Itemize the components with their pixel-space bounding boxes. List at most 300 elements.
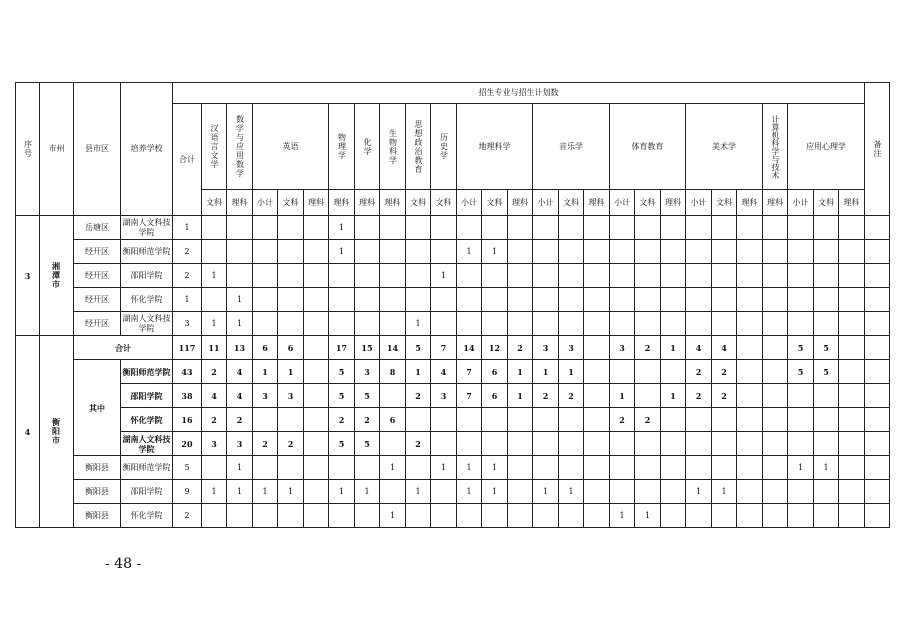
- qizhong-cell: 其中: [74, 360, 121, 456]
- enrollment-plan-table: [15, 82, 898, 528]
- plan-cell: [814, 408, 839, 432]
- plan-cell: [635, 312, 661, 336]
- plan-cell: [814, 384, 839, 408]
- sub-wuli: 理科: [329, 190, 355, 216]
- plan-cell: 2: [173, 504, 202, 528]
- plan-cell: [253, 288, 278, 312]
- plan-cell: [737, 384, 763, 408]
- plan-cell: [661, 480, 686, 504]
- plan-cell: [508, 504, 533, 528]
- plan-cell: 2: [329, 408, 355, 432]
- plan-cell: 20: [173, 432, 202, 456]
- plan-cell: [559, 408, 584, 432]
- sub-tiyu-like: 理科: [661, 190, 686, 216]
- plan-cell: 1: [406, 480, 431, 504]
- plan-cell: [686, 456, 712, 480]
- plan-cell: [355, 312, 380, 336]
- plan-cell: 1: [380, 456, 406, 480]
- header-subject-dili: 地理科学: [457, 104, 533, 190]
- sub-xinli-like: 理科: [839, 190, 865, 216]
- plan-cell: [737, 480, 763, 504]
- plan-cell: [202, 240, 227, 264]
- plan-cell: 1: [508, 384, 533, 408]
- plan-cell: 1: [661, 384, 686, 408]
- header-subject-sizheng: 思想政治教育: [406, 104, 431, 190]
- plan-cell: [227, 264, 253, 288]
- county-cell: 衡阳县: [74, 480, 121, 504]
- plan-cell: [406, 240, 431, 264]
- plan-cell: [559, 456, 584, 480]
- plan-cell: 1: [355, 480, 380, 504]
- plan-cell: [737, 336, 763, 360]
- plan-cell: [253, 456, 278, 480]
- plan-cell: 1: [610, 504, 635, 528]
- plan-cell: 7: [457, 384, 482, 408]
- plan-cell: [482, 264, 508, 288]
- plan-cell: [610, 240, 635, 264]
- plan-cell: 5: [173, 456, 202, 480]
- plan-cell: [278, 408, 304, 432]
- plan-cell: 1: [533, 480, 559, 504]
- plan-cell: [227, 240, 253, 264]
- plan-cell: [610, 456, 635, 480]
- plan-cell: [712, 504, 737, 528]
- school-cell: 邵阳学院: [121, 384, 173, 408]
- plan-cell: [533, 264, 559, 288]
- sub-meishu-like: 理科: [737, 190, 763, 216]
- sub-yingyu-wenke: 文科: [278, 190, 304, 216]
- plan-cell: [635, 216, 661, 240]
- sub-tiyu-xiaoji: 小计: [610, 190, 635, 216]
- plan-cell: 3: [253, 384, 278, 408]
- page-number: - 48 -: [105, 556, 142, 572]
- plan-cell: 1: [661, 336, 686, 360]
- plan-cell: [431, 480, 457, 504]
- plan-cell: [661, 504, 686, 528]
- plan-cell: [814, 480, 839, 504]
- plan-cell: [304, 480, 329, 504]
- plan-cell: [559, 432, 584, 456]
- plan-cell: [814, 288, 839, 312]
- plan-cell: 17: [329, 336, 355, 360]
- plan-cell: [661, 408, 686, 432]
- plan-cell: 3: [533, 336, 559, 360]
- plan-cell: [380, 312, 406, 336]
- plan-cell: [686, 432, 712, 456]
- plan-cell: [304, 432, 329, 456]
- plan-cell: [355, 240, 380, 264]
- sub-huaxue: 理科: [355, 190, 380, 216]
- plan-cell: [661, 456, 686, 480]
- plan-cell: 43: [173, 360, 202, 384]
- plan-cell: [559, 312, 584, 336]
- sub-yingyu-xiaoji: 小计: [253, 190, 278, 216]
- sub-meishu-xiaoji: 小计: [686, 190, 712, 216]
- plan-cell: [508, 240, 533, 264]
- table-row: [16, 480, 898, 504]
- plan-cell: [457, 408, 482, 432]
- plan-cell: [508, 312, 533, 336]
- plan-cell: [763, 336, 788, 360]
- plan-cell: 11: [202, 336, 227, 360]
- plan-cell: [737, 504, 763, 528]
- header-subject-wuli: 物理学: [329, 104, 355, 190]
- plan-cell: 1: [278, 360, 304, 384]
- plan-cell: [788, 408, 814, 432]
- plan-cell: [355, 216, 380, 240]
- plan-cell: 6: [380, 408, 406, 432]
- plan-cell: 1: [457, 480, 482, 504]
- plan-cell: 3: [431, 384, 457, 408]
- plan-cell: 2: [355, 408, 380, 432]
- sub-tiyu-wenke: 文科: [635, 190, 661, 216]
- table-row: [16, 288, 898, 312]
- plan-cell: 1: [227, 480, 253, 504]
- plan-cell: 2: [173, 264, 202, 288]
- plan-cell: 4: [431, 360, 457, 384]
- plan-cell: [329, 312, 355, 336]
- plan-cell: [661, 216, 686, 240]
- plan-cell: [610, 312, 635, 336]
- plan-cell: [253, 408, 278, 432]
- plan-cell: [839, 264, 865, 288]
- school-cell: 湖南人文科技学院: [121, 216, 173, 240]
- plan-cell: [635, 264, 661, 288]
- plan-cell: [508, 480, 533, 504]
- school-cell: 怀化学院: [121, 288, 173, 312]
- plan-cell: [712, 288, 737, 312]
- table-row: [16, 216, 898, 240]
- plan-cell: 1: [406, 312, 431, 336]
- plan-cell: [788, 240, 814, 264]
- county-cell: 经开区: [74, 240, 121, 264]
- plan-cell: [635, 384, 661, 408]
- table-row: [16, 264, 898, 288]
- plan-cell: 6: [278, 336, 304, 360]
- city-cell: 湘潭市: [40, 216, 74, 336]
- county-cell: 衡阳县: [74, 504, 121, 528]
- plan-cell: 2: [508, 336, 533, 360]
- plan-cell: [304, 216, 329, 240]
- plan-cell: 5: [788, 336, 814, 360]
- plan-cell: [482, 288, 508, 312]
- plan-cell: [763, 360, 788, 384]
- plan-cell: [202, 456, 227, 480]
- plan-cell: [304, 264, 329, 288]
- table-row: [16, 456, 898, 480]
- plan-cell: [865, 288, 890, 312]
- plan-cell: [839, 480, 865, 504]
- plan-cell: [635, 456, 661, 480]
- plan-cell: [814, 240, 839, 264]
- plan-cell: 1: [278, 480, 304, 504]
- plan-cell: 1: [406, 360, 431, 384]
- plan-cell: [355, 504, 380, 528]
- sub-yinyue-like: 理科: [584, 190, 610, 216]
- plan-cell: 2: [253, 432, 278, 456]
- sub-dili-wenke: 文科: [482, 190, 508, 216]
- plan-cell: [584, 384, 610, 408]
- plan-cell: [763, 408, 788, 432]
- plan-cell: [584, 480, 610, 504]
- plan-cell: [533, 216, 559, 240]
- plan-cell: 4: [227, 384, 253, 408]
- sub-sizheng: 文科: [406, 190, 431, 216]
- plan-cell: 2: [635, 336, 661, 360]
- plan-cell: 4: [712, 336, 737, 360]
- plan-cell: [737, 360, 763, 384]
- plan-cell: 8: [380, 360, 406, 384]
- plan-cell: 2: [610, 408, 635, 432]
- plan-cell: [763, 432, 788, 456]
- plan-cell: [661, 360, 686, 384]
- plan-cell: [814, 216, 839, 240]
- county-cell: 经开区: [74, 288, 121, 312]
- plan-cell: [839, 336, 865, 360]
- plan-cell: [712, 216, 737, 240]
- plan-cell: 1: [508, 360, 533, 384]
- header-school: 培养学校: [121, 83, 173, 216]
- plan-cell: [278, 264, 304, 288]
- header-row-1: [16, 83, 898, 104]
- plan-cell: 1: [253, 360, 278, 384]
- plan-cell: [839, 384, 865, 408]
- plan-cell: [839, 216, 865, 240]
- plan-cell: [406, 216, 431, 240]
- school-cell: 邵阳学院: [121, 264, 173, 288]
- plan-cell: [380, 216, 406, 240]
- plan-cell: 15: [355, 336, 380, 360]
- plan-cell: 1: [227, 288, 253, 312]
- plan-cell: [533, 504, 559, 528]
- plan-cell: 5: [788, 360, 814, 384]
- plan-cell: [508, 216, 533, 240]
- school-cell: 邵阳学院: [121, 480, 173, 504]
- plan-cell: 1: [635, 504, 661, 528]
- plan-cell: [431, 216, 457, 240]
- plan-cell: [865, 216, 890, 240]
- plan-cell: [788, 480, 814, 504]
- plan-cell: [712, 408, 737, 432]
- plan-cell: 3: [202, 432, 227, 456]
- plan-cell: [508, 456, 533, 480]
- plan-cell: [406, 408, 431, 432]
- plan-cell: [482, 216, 508, 240]
- plan-cell: [763, 216, 788, 240]
- school-cell: 怀化学院: [121, 504, 173, 528]
- school-cell: 怀化学院: [121, 408, 173, 432]
- plan-cell: [533, 312, 559, 336]
- plan-cell: [584, 240, 610, 264]
- plan-cell: [839, 456, 865, 480]
- plan-cell: [686, 240, 712, 264]
- plan-cell: 3: [610, 336, 635, 360]
- plan-cell: [431, 408, 457, 432]
- plan-cell: 3: [278, 384, 304, 408]
- plan-cell: [814, 432, 839, 456]
- plan-cell: [865, 456, 890, 480]
- plan-cell: 2: [202, 408, 227, 432]
- plan-cell: [584, 456, 610, 480]
- plan-cell: [457, 312, 482, 336]
- plan-cell: [635, 240, 661, 264]
- plan-cell: [839, 288, 865, 312]
- plan-cell: 3: [227, 432, 253, 456]
- plan-cell: [533, 408, 559, 432]
- sub-lishi: 文科: [431, 190, 457, 216]
- plan-cell: [635, 432, 661, 456]
- plan-cell: [253, 504, 278, 528]
- plan-cell: [278, 312, 304, 336]
- plan-cell: 2: [533, 384, 559, 408]
- plan-cell: [304, 504, 329, 528]
- table-row: [16, 312, 898, 336]
- plan-cell: [227, 216, 253, 240]
- table-row: [16, 384, 898, 408]
- plan-cell: 1: [202, 480, 227, 504]
- plan-cell: [355, 264, 380, 288]
- plan-cell: [763, 456, 788, 480]
- plan-cell: [406, 264, 431, 288]
- table-row-total: [16, 336, 898, 360]
- plan-cell: 5: [329, 432, 355, 456]
- plan-cell: [763, 384, 788, 408]
- header-subject-hanyu: 汉语言文学: [202, 104, 227, 190]
- plan-cell: [533, 456, 559, 480]
- plan-cell: 6: [482, 360, 508, 384]
- plan-cell: [635, 360, 661, 384]
- plan-cell: [508, 432, 533, 456]
- table-row: [16, 360, 898, 384]
- header-subject-yingyu: 英语: [253, 104, 329, 190]
- plan-cell: [610, 480, 635, 504]
- plan-cell: 5: [814, 360, 839, 384]
- sub-dili-like: 理科: [508, 190, 533, 216]
- plan-cell: [839, 504, 865, 528]
- plan-cell: [559, 288, 584, 312]
- plan-cell: [380, 384, 406, 408]
- plan-cell: [635, 480, 661, 504]
- plan-cell: [788, 504, 814, 528]
- plan-cell: [533, 288, 559, 312]
- plan-cell: [584, 288, 610, 312]
- plan-cell: 1: [559, 360, 584, 384]
- plan-cell: [584, 336, 610, 360]
- plan-cell: [304, 288, 329, 312]
- plan-cell: 2: [278, 432, 304, 456]
- plan-cell: 2: [227, 408, 253, 432]
- sub-hanyu: 文科: [202, 190, 227, 216]
- plan-cell: [814, 264, 839, 288]
- plan-cell: 13: [227, 336, 253, 360]
- plan-cell: 38: [173, 384, 202, 408]
- plan-cell: [788, 264, 814, 288]
- plan-cell: [431, 504, 457, 528]
- plan-cell: [839, 360, 865, 384]
- plan-cell: [788, 312, 814, 336]
- plan-cell: 1: [227, 312, 253, 336]
- plan-cell: 6: [482, 384, 508, 408]
- plan-cell: [202, 216, 227, 240]
- plan-cell: [380, 432, 406, 456]
- plan-cell: [329, 504, 355, 528]
- plan-cell: [865, 480, 890, 504]
- plan-cell: 5: [814, 336, 839, 360]
- header-remark: 备注: [865, 83, 890, 216]
- plan-cell: [661, 288, 686, 312]
- plan-cell: [278, 456, 304, 480]
- plan-cell: [584, 432, 610, 456]
- plan-cell: 2: [712, 360, 737, 384]
- plan-cell: [584, 360, 610, 384]
- school-cell: 衡阳师范学院: [121, 360, 173, 384]
- plan-cell: [227, 504, 253, 528]
- plan-cell: [686, 504, 712, 528]
- plan-cell: [584, 312, 610, 336]
- table-row: [16, 504, 898, 528]
- plan-cell: [508, 288, 533, 312]
- plan-cell: [865, 432, 890, 456]
- plan-cell: [253, 264, 278, 288]
- plan-cell: 2: [406, 432, 431, 456]
- plan-cell: [406, 504, 431, 528]
- plan-cell: [431, 240, 457, 264]
- plan-cell: [584, 504, 610, 528]
- plan-cell: [431, 312, 457, 336]
- plan-cell: [737, 264, 763, 288]
- plan-cell: [431, 288, 457, 312]
- plan-cell: 2: [559, 384, 584, 408]
- plan-cell: [253, 240, 278, 264]
- plan-cell: [457, 264, 482, 288]
- plan-cell: 3: [173, 312, 202, 336]
- seq-cell: 4: [16, 336, 40, 528]
- sub-xinli-wenke: 文科: [814, 190, 839, 216]
- sub-jisuanji: 理科: [763, 190, 788, 216]
- plan-cell: [278, 240, 304, 264]
- header-seq: 序号: [16, 83, 40, 216]
- plan-cell: [661, 312, 686, 336]
- plan-cell: [406, 288, 431, 312]
- plan-cell: [661, 240, 686, 264]
- table-row: [16, 432, 898, 456]
- plan-cell: 2: [406, 384, 431, 408]
- plan-cell: [865, 240, 890, 264]
- plan-cell: [584, 264, 610, 288]
- plan-cell: 1: [431, 264, 457, 288]
- plan-cell: [686, 264, 712, 288]
- plan-cell: 1: [610, 384, 635, 408]
- plan-cell: [278, 216, 304, 240]
- sub-yinyue-wenke: 文科: [559, 190, 584, 216]
- total-label: 合计: [74, 336, 173, 360]
- plan-cell: 1: [227, 456, 253, 480]
- plan-cell: [661, 432, 686, 456]
- plan-cell: [406, 456, 431, 480]
- plan-cell: 3: [559, 336, 584, 360]
- plan-cell: 1: [482, 240, 508, 264]
- plan-cell: [584, 216, 610, 240]
- plan-cell: [355, 288, 380, 312]
- city-cell: 衡阳市: [40, 336, 74, 528]
- plan-cell: [737, 408, 763, 432]
- table-row: [16, 408, 898, 432]
- sub-dili-xiaoji: 小计: [457, 190, 482, 216]
- seq-cell: 3: [16, 216, 40, 336]
- plan-cell: 7: [457, 360, 482, 384]
- plan-cell: [737, 216, 763, 240]
- plan-cell: 1: [380, 504, 406, 528]
